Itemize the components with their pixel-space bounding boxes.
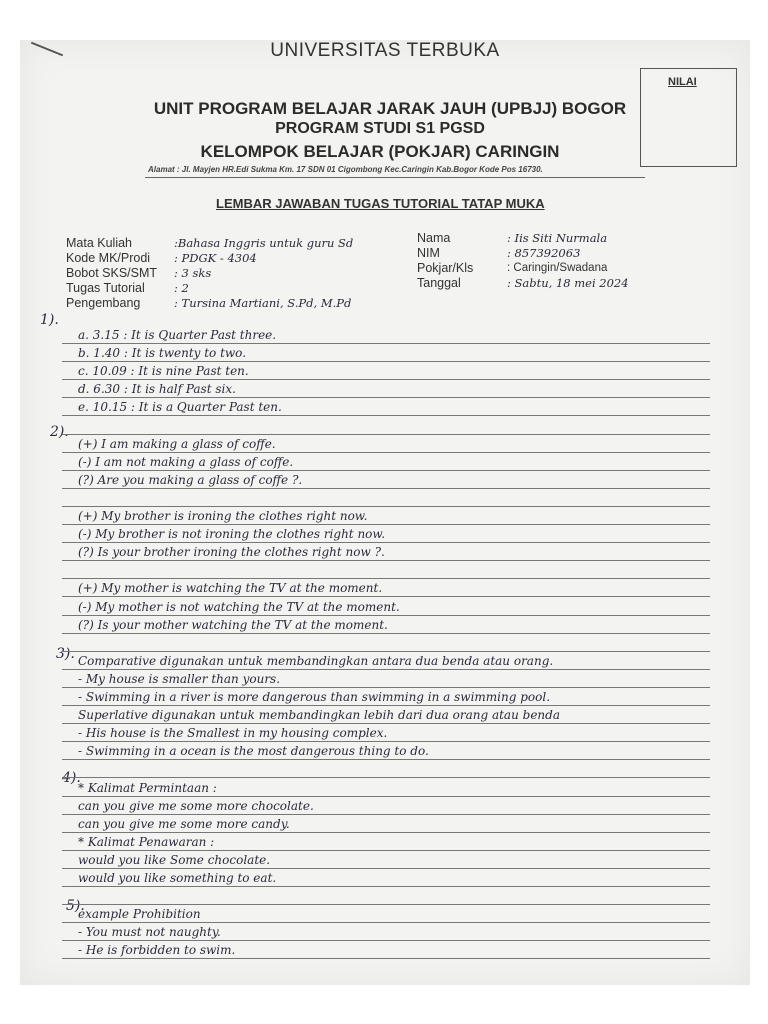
answer-text: - Swimming in a river is more dangerous than swimming in a swimming pool.: [78, 690, 551, 704]
answer-line: [62, 904, 710, 923]
field-value: : Caringin/Swadana: [507, 262, 608, 274]
answer-line: [62, 560, 710, 579]
field-value: : 3 sks: [174, 266, 212, 280]
question-number: 4).: [62, 770, 81, 786]
answer-text: (+) I am making a glass of coffe.: [78, 436, 276, 451]
answer-line: [62, 615, 710, 634]
answer-text: (+) My brother is ironing the clothes right now.: [78, 509, 368, 523]
student-row: [417, 231, 629, 246]
answer-line: [62, 669, 710, 688]
course-row: [66, 296, 353, 311]
answer-line: [62, 343, 710, 362]
course-row: [66, 281, 353, 296]
answer-line: [62, 488, 710, 507]
answer-line: [62, 452, 710, 471]
answer-text: would you like something to eat.: [78, 871, 277, 885]
answer-text: b. 1.40 : It is twenty to two.: [78, 346, 247, 361]
answer-line: [62, 741, 710, 760]
grade-label: NILAI: [668, 76, 697, 88]
answer-line: [62, 397, 710, 416]
answer-line: [62, 470, 710, 489]
answer-line: [62, 850, 710, 869]
answer-line: [62, 778, 710, 797]
field-label: Pokjar/Kls: [417, 261, 474, 275]
field-value: : Iis Siti Nurmala: [507, 231, 608, 245]
question-number: 2).: [50, 424, 69, 440]
answer-line: [62, 325, 710, 344]
answer-text: d. 6.30 : It is half Past six.: [78, 382, 236, 397]
answer-text: would you like Some chocolate.: [78, 852, 271, 867]
answer-text: example Prohibition: [78, 907, 201, 922]
answer-line: [62, 705, 710, 724]
field-label: Mata Kuliah: [66, 236, 133, 250]
student-row: [417, 246, 629, 261]
field-value: :Bahasa Inggris untuk guru Sd: [174, 236, 354, 250]
answer-text: (?) Are you making a glass of coffe ?.: [78, 472, 303, 487]
question-number: 3).: [56, 646, 75, 662]
field-value: : Sabtu, 18 mei 2024: [507, 276, 629, 290]
answer-line: [62, 416, 710, 435]
field-label: NIM: [417, 246, 440, 260]
field-label: Tanggal: [417, 276, 461, 290]
answer-text: (?) Is your mother watching the TV at the moment.: [78, 617, 388, 632]
course-info: [66, 236, 353, 311]
answer-text: - He is forbidden to swim.: [78, 943, 236, 958]
answer-line: [62, 597, 710, 616]
answer-text: - You must not naughty.: [78, 925, 221, 940]
course-row: [66, 251, 353, 266]
answer-line: [62, 814, 710, 833]
answer-text: Superlative digunakan untuk membandingkan lebih dari dua orang atau benda: [78, 708, 560, 723]
answer-text: can you give me some more candy.: [78, 816, 290, 831]
unit-name: UNIT PROGRAM BELAJAR JARAK JAUH (UPBJJ) BOGOR: [153, 99, 627, 118]
answer-line: [62, 723, 710, 742]
field-value: : 857392063: [507, 246, 581, 260]
answer-text: (?) Is your brother ironing the clothes right now ?.: [78, 545, 385, 560]
answer-line: [62, 687, 710, 706]
student-row: [417, 261, 629, 276]
answer-text: (-) I am not making a glass of coffe.: [78, 454, 294, 469]
answer-line: [62, 940, 710, 959]
answer-text: (+) My mother is watching the TV at the moment.: [78, 581, 383, 596]
answer-line: [62, 651, 710, 670]
course-row: [66, 236, 353, 251]
answer-text: can you give me some more chocolate.: [78, 798, 314, 813]
field-label: Kode MK/Prodi: [66, 251, 151, 265]
field-value: : Tursina Martiani, S.Pd, M.Pd: [174, 296, 352, 310]
answer-line: [62, 506, 710, 525]
answer-line: [62, 524, 710, 543]
student-info: [417, 231, 629, 291]
answer-text: - Swimming in a ocean is the most dangerous thing to do.: [78, 744, 429, 759]
field-label: Bobot SKS/SMT: [66, 266, 158, 280]
group-name: KELOMPOK BELAJAR (POKJAR) CARINGIN: [200, 142, 560, 161]
answer-text: - His house is the Smallest in my housing complex.: [78, 726, 388, 741]
question-number: 1).: [40, 312, 59, 328]
answer-line: [62, 542, 710, 561]
answer-text: - My house is smaller than yours.: [78, 671, 281, 686]
answer-text: (-) My brother is not ironing the clothes right now.: [78, 527, 386, 542]
field-value: : PDGK - 4304: [174, 251, 257, 265]
answer-text: * Kalimat Permintaan :: [78, 780, 217, 795]
answer-line: [62, 796, 710, 815]
field-label: Nama: [417, 231, 451, 245]
answer-line: [62, 361, 710, 380]
program-name: PROGRAM STUDI S1 PGSD: [275, 120, 485, 137]
answer-line: [62, 633, 710, 652]
answer-line: [62, 922, 710, 941]
answer-text: c. 10.09 : It is nine Past ten.: [78, 364, 249, 379]
student-row: [417, 276, 629, 291]
question-number: 5).: [66, 898, 85, 914]
answer-text: a. 3.15 : It is Quarter Past three.: [78, 328, 277, 342]
answer-text: * Kalimat Penawaran :: [78, 834, 215, 849]
field-value: : 2: [174, 281, 189, 295]
answer-line: [62, 434, 710, 453]
answer-text: Comparative digunakan untuk membandingkan antara dua benda atau orang.: [78, 653, 554, 668]
field-label: Pengembang: [66, 296, 141, 310]
answer-line: [62, 578, 710, 597]
answer-line: [62, 886, 710, 905]
answer-line: [62, 832, 710, 851]
answer-line: [62, 379, 710, 398]
university-name: UNIVERSITAS TERBUKA: [270, 40, 500, 61]
answer-line: [62, 868, 710, 887]
answer-text: (-) My mother is not watching the TV at the moment.: [78, 599, 400, 614]
answer-text: e. 10.15 : It is a Quarter Past ten.: [78, 400, 282, 415]
answer-line: [62, 759, 710, 778]
header-divider: [145, 177, 645, 178]
course-row: [66, 266, 353, 281]
address: Alamat : Jl. Mayjen HR.Edi Sukma Km. 17 SDN 01 Cigombong Kec.Caringin Kab.Bogor Kode Pos 16730.: [148, 165, 543, 174]
field-label: Tugas Tutorial: [66, 281, 145, 295]
sheet-title: LEMBAR JAWABAN TUGAS TUTORIAL TATAP MUKA: [216, 196, 545, 211]
